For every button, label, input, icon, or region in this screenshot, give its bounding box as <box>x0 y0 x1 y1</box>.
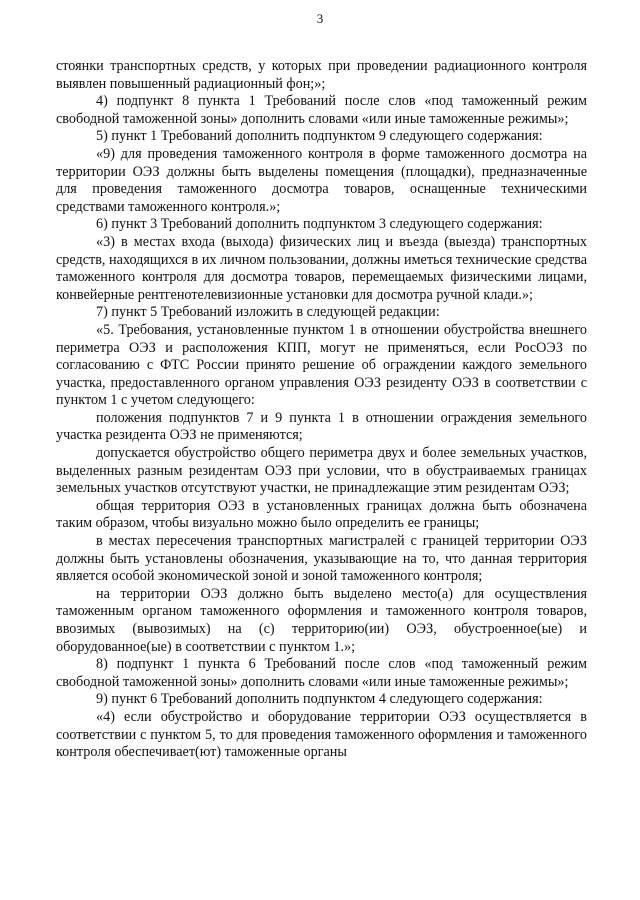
paragraph: «4) если обустройство и оборудование территории ОЭЗ осуществляется в соответствии с пунктом 5, то для проведения таможенного оформления и таможенного контроля обеспечивает(ют) таможенные органы <box>56 708 587 761</box>
paragraph: в местах пересечения транспортных магистралей с границей территории ОЭЗ должны быть установлены обозначения, указывающие на то, что данная территория является особой экономической зоной и зоной таможенного контроля; <box>56 533 587 585</box>
paragraph: 9) пункт 6 Требований дополнить подпунктом 4 следующего содержания: <box>96 691 543 708</box>
page-number: 3 <box>316 11 324 26</box>
paragraph: стоянки транспортных средств, у которых при проведении радиационного контроля выявлен повышенный радиационный фон;»; <box>56 58 587 92</box>
paragraph: допускается обустройство общего периметра двух и более земельных участков, выделенных разным резидентам ОЭЗ при условии, что в обустраиваемых границах земельных участков отсутствуют участки, не принадлежащие этим резидентам ОЭЗ; <box>56 445 587 497</box>
paragraph: на территории ОЭЗ должно быть выделено место(а) для осуществления таможенным органом таможенного оформления и таможенного контроля товаров, ввозимых (вывозимых) на (с) территорию(ии) ОЭЗ, обустроенное(ые) и оборудованное(ые) в соответствии с пунктом 1.»; <box>56 585 587 655</box>
paragraph: 4) подпункт 8 пункта 1 Требований после слов «под таможенный режим свободной таможенной зоны» дополнить словами «или иные таможенные режимы»; <box>56 93 587 127</box>
paragraph: 7) пункт 5 Требований изложить в следующей редакции: <box>96 304 440 321</box>
document-body <box>56 58 587 762</box>
paragraph: 6) пункт 3 Требований дополнить подпунктом 3 следующего содержания: <box>96 216 543 233</box>
paragraph: «9) для проведения таможенного контроля в форме таможенного досмотра на территории ОЭЗ должны быть выделены помещения (площадки), предназначенные для проведения таможенного досмотра товаров, оснащенные техническими средствами таможенного контроля.»; <box>56 145 587 215</box>
paragraph: 5) пункт 1 Требований дополнить подпунктом 9 следующего содержания: <box>96 128 543 145</box>
paragraph: положения подпунктов 7 и 9 пункта 1 в отношении ограждения земельного участка резидента ОЭЗ не применяются; <box>56 409 587 444</box>
paragraph: общая территория ОЭЗ в установленных границах должна быть обозначена таким образом, чтобы визуально можно было определить ее границы; <box>56 497 587 532</box>
paragraph: «5. Требования, установленные пунктом 1 в отношении обустройства внешнего периметра ОЭЗ и расположения КПП, могут не применяться, если РосОЭЗ по согласованию с ФТС России принято решение об ограждении каждого земельного участка, предоставленного органом управления ОЭЗ резиденту ОЭЗ в соответствии с пунктом 1 с учетом следующего: <box>56 321 587 409</box>
paragraph: 8) подпункт 1 пункта 6 Требований после слов «под таможенный режим свободной таможенной зоны» дополнить словами «или иные таможенные режимы»; <box>56 656 587 690</box>
paragraph: «3) в местах входа (выхода) физических лиц и въезда (выезда) транспортных средств, находящихся в их личном пользовании, должны иметься технические средства таможенного контроля для досмотра товаров, перемещаемых физическими лицами, конвейерные рентгенотелевизионные установки для досмотра ручной клади.»; <box>56 233 587 303</box>
